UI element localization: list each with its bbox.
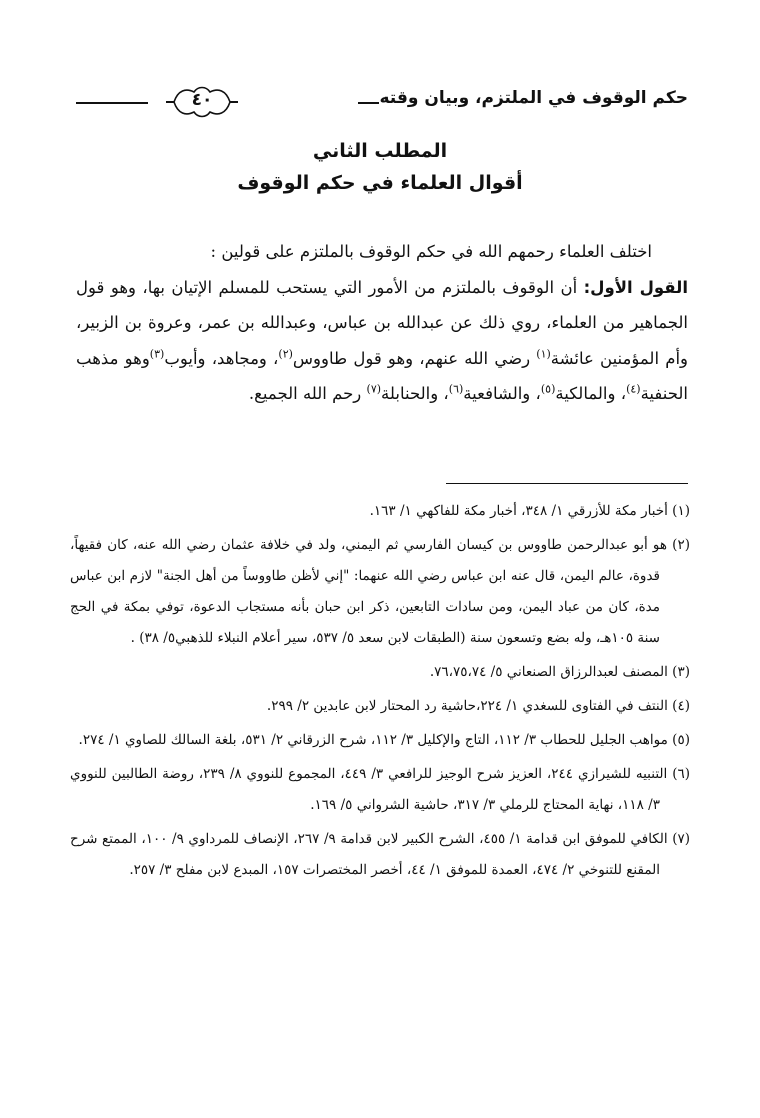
section-heading: أقوال العلماء في حكم الوقوف <box>237 172 523 194</box>
page-number-badge <box>164 84 240 120</box>
footnote <box>70 691 690 722</box>
footnote-ref-1: (١) <box>536 347 551 360</box>
footnote-ref-7: (٧) <box>366 382 382 396</box>
first-opinion-text-2: رضي الله عنهم، وهو قول طاووس <box>292 348 531 368</box>
footnote <box>70 657 690 688</box>
footnote-ref-5: (٥) <box>540 382 556 396</box>
first-opinion-text-4: وهو مذهب الحنفية <box>76 348 688 403</box>
header-rule-left <box>76 102 148 104</box>
footnote-ref-2: (٢) <box>278 347 293 360</box>
footnote-text: هو أبو عبدالرحمن طاووس بن كيسان الفارسي ثم اليمني، ولد في خلافة عثمان رضي الله عنه، كان فقيهاً، قدوة، عالم اليمن، قال عنه ابن عباس رضي الله عنهما: "إني لأظن طاووساً من أهل الجنة" لازم ابن عباس مدة، كان من عباد اليمن، ومن سادات التابعين، ذكر ابن حبان بأنه مستجاب الدعوة، توفي بمكة في الحج سنة ١٠٥هـ، وله بضع وتسعون سنة (الطبقات لابن سعد ٥/ ٥٣٧، سير أعلام النبلاء للذهبي٥/ ٣٨) . <box>70 537 667 646</box>
footnote <box>70 530 690 654</box>
footnote-text: النتف في الفتاوى للسغدي ١/ ٢٢٤،حاشية رد المحتار لابن عابدين ٢/ ٢٩٩. <box>266 698 668 714</box>
footnote-number: (٦) <box>672 766 691 782</box>
footnote-text: أخبار مكة للأزرقي ١/ ٣٤٨، أخبار مكة للفاكهي ١/ ١٦٣. <box>369 503 668 519</box>
footnote-number: (٤) <box>672 698 690 714</box>
footnote-text: الكافي للموفق ابن قدامة ١/ ٤٥٥، الشرح الكبير لابن قدامة ٩/ ٢٦٧، الإنصاف للمرداوي ٩/ ١٠٠، الممتع شرح المقنع للتنوخي ٢/ ٤٧٤، العمدة للموفق ١/ ٤٤، أخصر المختصرات ١٥٧، المبدع لابن مفلح ٣/ ٢٥٧. <box>70 831 668 878</box>
intro-paragraph: اختلف العلماء رحمهم الله في حكم الوقوف بالملتزم على قولين : <box>210 242 652 261</box>
running-header-title: حكم الوقوف في الملتزم، وبيان وقته <box>379 88 688 108</box>
first-opinion-text-5: ، والمالكية <box>555 384 627 403</box>
footnote <box>70 824 690 886</box>
footnote-number: (٥) <box>672 732 690 748</box>
first-opinion-label: القول الأول: <box>583 277 688 297</box>
footnote <box>70 725 690 756</box>
footnote <box>70 496 690 527</box>
footnote-text: المصنف لعبدالرزاق الصنعاني ٥/ ٧٦،٧٥،٧٤. <box>429 664 668 680</box>
footnotes <box>70 496 690 889</box>
section-subheading: المطلب الثاني <box>312 140 448 162</box>
body-text <box>76 234 688 412</box>
footnote-separator <box>446 483 688 484</box>
first-opinion-text-3: ، ومجاهد، وأيوب <box>164 348 279 368</box>
page-number: ٤٠ <box>191 90 213 110</box>
footnote-number: (٣) <box>672 664 690 680</box>
footnote-number: (٧) <box>672 831 691 847</box>
first-opinion-paragraph <box>76 270 688 412</box>
footnote-ref-4: (٤) <box>626 382 641 396</box>
first-opinion-text-8: رحم الله الجميع. <box>248 384 362 403</box>
footnote-number: (١) <box>672 503 690 519</box>
footnote-ref-3: (٣) <box>149 347 165 360</box>
footnote-number: (٢) <box>672 537 690 553</box>
first-opinion-text-7: ، والحنابلة <box>381 384 449 403</box>
first-opinion-text-1: أن الوقوف بالملتزم من الأمور التي يستحب للمسلم الإتيان بها، وهو قول الجماهير من العلماء، روي ذلك عن عبدالله بن عباس، وعبدالله بن عمر، وعروة بن الزبير، وأم المؤمنين عائشة <box>76 277 689 368</box>
footnote-text: مواهب الجليل للحطاب ٣/ ١١٢، التاج والإكليل ٣/ ١١٢، شرح الزرقاني ٢/ ٥٣١، بلغة السالك للصاوي ١/ ٢٧٤. <box>78 732 668 748</box>
running-header <box>76 84 688 120</box>
first-opinion-text-6: ، والشافعية <box>463 384 541 403</box>
footnote-ref-6: (٦) <box>448 382 464 396</box>
footnote-text: التنبيه للشيرازي ٢٤٤، العزيز شرح الوجيز للرافعي ٣/ ٤٤٩، المجموع للنووي ٨/ ٢٣٩، روضة الطالبين للنووي ٣/ ١١٨، نهاية المحتاج للرملي ٣/ ٣١٧، حاشية الشرواني ٥/ ١٦٩. <box>70 766 668 813</box>
footnote <box>70 759 690 821</box>
